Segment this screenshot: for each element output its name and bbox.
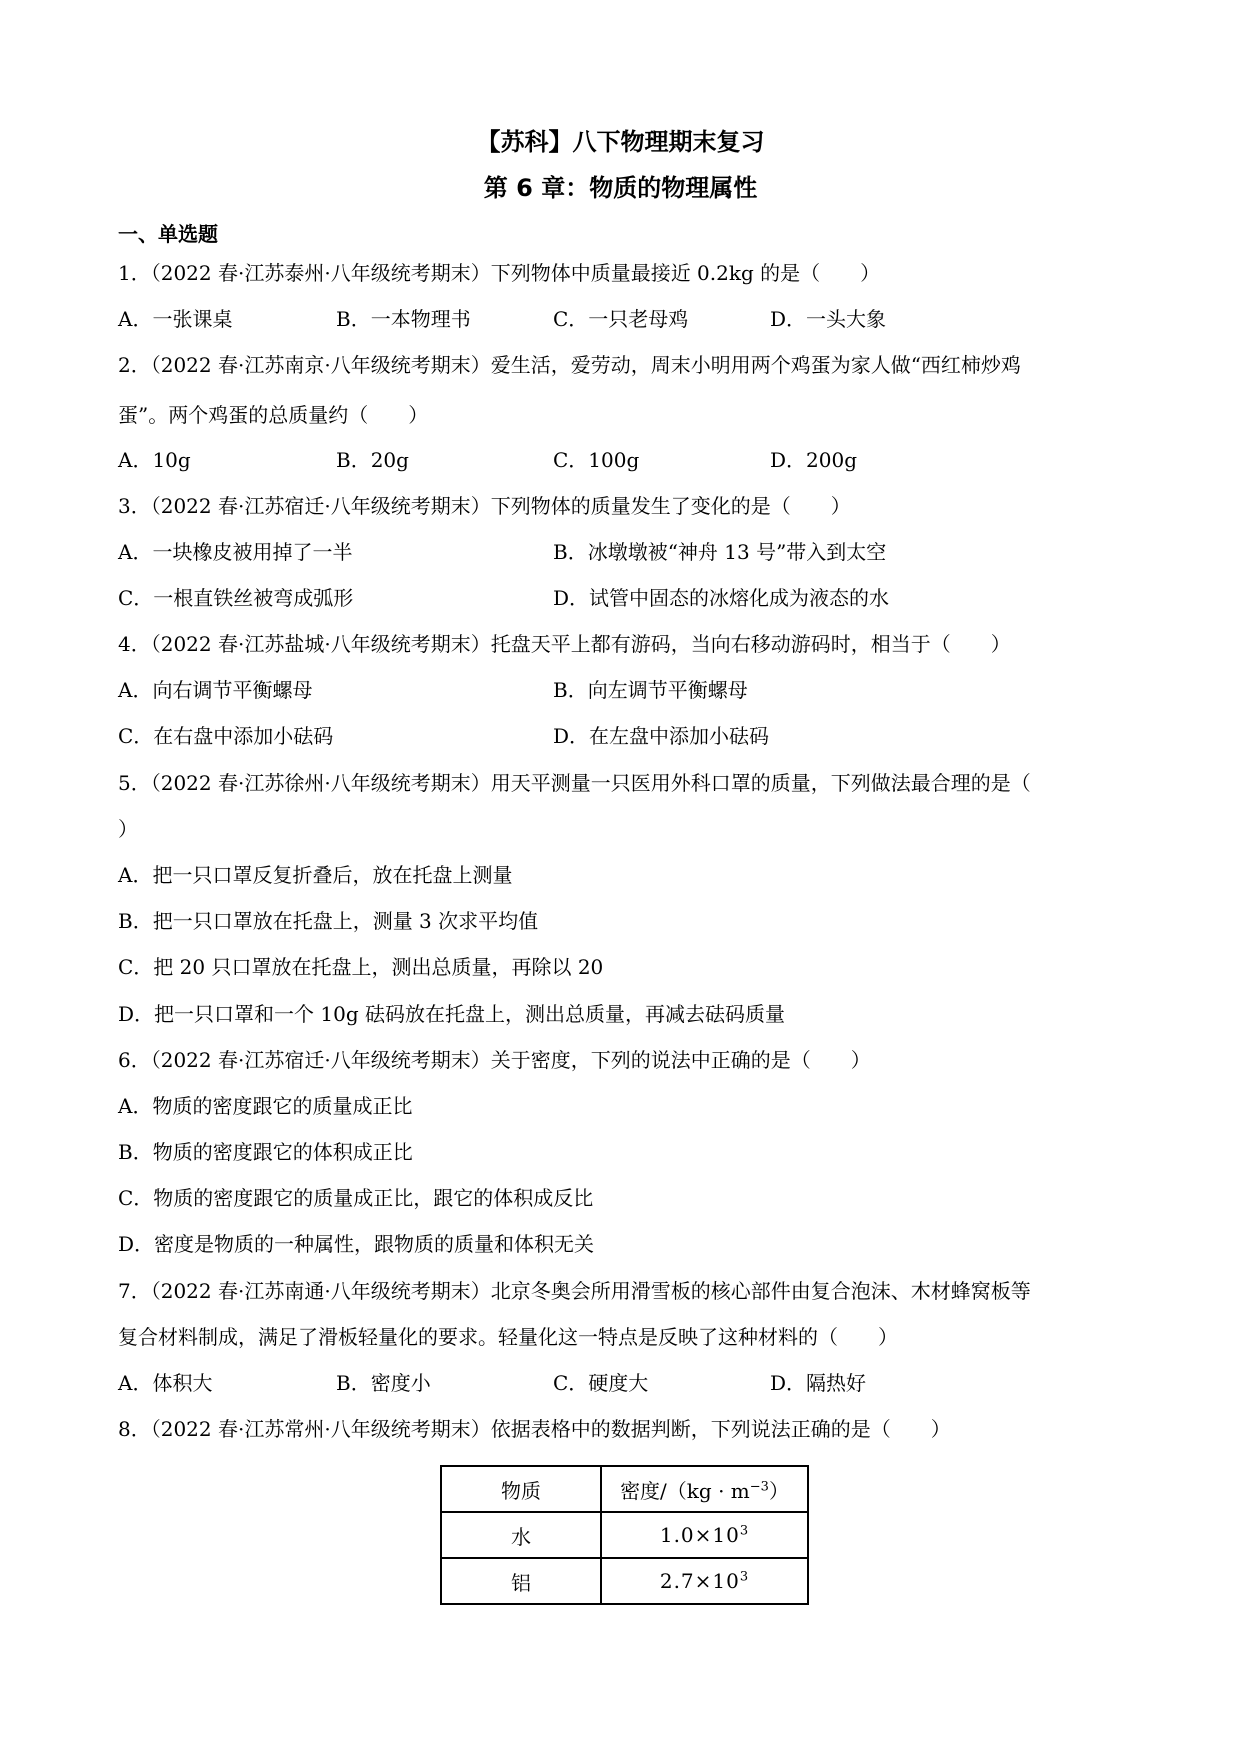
question-2-stem-cont: 蛋”。两个鸡蛋的总质量约（ ） bbox=[118, 403, 429, 427]
question-7-option-d: D．隔热好 bbox=[770, 1371, 867, 1395]
question-4-option-b: B．向左调节平衡螺母 bbox=[553, 678, 748, 702]
question-6-option-a: A．物质的密度跟它的质量成正比 bbox=[118, 1094, 413, 1118]
question-1-option-a: A．一张课桌 bbox=[118, 307, 233, 331]
question-1-stem: 1．（2022 春·江苏泰州·八年级统考期末）下列物体中质量最接近 0.2kg 的是（ ） bbox=[118, 261, 881, 285]
question-6-option-b: B．物质的密度跟它的体积成正比 bbox=[118, 1140, 413, 1164]
question-4-option-a: A．向右调节平衡螺母 bbox=[118, 678, 313, 702]
question-5-option-c: C．把 20 只口罩放在托盘上，测出总质量，再除以 20 bbox=[118, 955, 604, 979]
density-table bbox=[440, 1465, 809, 1605]
table-cell-substance: 水 bbox=[441, 1512, 601, 1558]
question-7-stem-cont: 复合材料制成，满足了滑板轻量化的要求。轻量化这一特点是反映了这种材料的（ ） bbox=[118, 1325, 898, 1349]
question-5-option-d: D．把一只口罩和一个 10g 砝码放在托盘上，测出总质量，再减去砝码质量 bbox=[118, 1002, 786, 1026]
question-1-option-b: B．一本物理书 bbox=[336, 307, 471, 331]
section-heading: 一、单选题 bbox=[118, 222, 218, 246]
question-2-option-a: A．10g bbox=[118, 448, 191, 472]
chapter-title: 第 6 章：物质的物理属性 bbox=[483, 174, 758, 202]
question-4-option-c: C．在右盘中添加小砝码 bbox=[118, 724, 334, 748]
density-exponent: 3 bbox=[739, 1523, 750, 1539]
question-1-option-d: D．一头大象 bbox=[770, 307, 887, 331]
table-header-density bbox=[601, 1466, 808, 1512]
table-row bbox=[441, 1558, 808, 1604]
density-value: 2.7×10 bbox=[659, 1569, 740, 1593]
question-7-stem: 7．（2022 春·江苏南通·八年级统考期末）北京冬奥会所用滑雪板的核心部件由复合泡沫、木材蜂窝板等 bbox=[118, 1279, 1031, 1303]
question-6-stem: 6．（2022 春·江苏宿迁·八年级统考期末）关于密度，下列的说法中正确的是（ ） bbox=[118, 1048, 871, 1072]
question-3-option-a: A．一块橡皮被用掉了一半 bbox=[118, 540, 353, 564]
question-4-stem: 4．（2022 春·江苏盐城·八年级统考期末）托盘天平上都有游码，当向右移动游码时，相当于（ ） bbox=[118, 632, 1011, 656]
question-3-option-c: C．一根直铁丝被弯成弧形 bbox=[118, 586, 354, 610]
table-cell-substance: 铝 bbox=[441, 1558, 601, 1604]
density-value: 1.0×10 bbox=[659, 1523, 740, 1547]
question-4-option-d: D．在左盘中添加小砝码 bbox=[553, 724, 770, 748]
question-8-stem: 8．（2022 春·江苏常州·八年级统考期末）依据表格中的数据判断，下列说法正确的是（ ） bbox=[118, 1417, 951, 1441]
table-row bbox=[441, 1512, 808, 1558]
density-exponent: 3 bbox=[739, 1569, 750, 1585]
question-3-option-d: D．试管中固态的冰熔化成为液态的水 bbox=[553, 586, 890, 610]
question-2-option-c: C．100g bbox=[553, 448, 640, 472]
question-3-option-b: B．冰墩墩被“神舟 13 号”带入到太空 bbox=[553, 540, 887, 564]
document-title: 【苏科】八下物理期末复习 bbox=[476, 128, 765, 156]
question-5-stem: 5．（2022 春·江苏徐州·八年级统考期末）用天平测量一只医用外科口罩的质量，下列做法最合理的是（ bbox=[118, 771, 1031, 795]
question-3-stem: 3．（2022 春·江苏宿迁·八年级统考期末）下列物体的质量发生了变化的是（ ） bbox=[118, 494, 851, 518]
question-2-stem: 2．（2022 春·江苏南京·八年级统考期末）爱生活，爱劳动，周末小明用两个鸡蛋为家人做“西红柿炒鸡 bbox=[118, 353, 1021, 377]
question-5-stem-cont: ） bbox=[118, 817, 138, 841]
question-2-option-b: B．20g bbox=[336, 448, 409, 472]
table-cell-density bbox=[601, 1558, 808, 1604]
question-7-option-a: A．体积大 bbox=[118, 1371, 213, 1395]
table-cell-density bbox=[601, 1512, 808, 1558]
question-5-option-a: A．把一只口罩反复折叠后，放在托盘上测量 bbox=[118, 863, 513, 887]
question-7-option-c: C．硬度大 bbox=[553, 1371, 649, 1395]
density-unit-close: ） bbox=[768, 1478, 789, 1503]
question-6-option-d: D．密度是物质的一种属性，跟物质的质量和体积无关 bbox=[118, 1232, 595, 1256]
question-5-option-b: B．把一只口罩放在托盘上，测量 3 次求平均值 bbox=[118, 909, 539, 933]
density-unit-exponent: −3 bbox=[749, 1478, 769, 1494]
table-header-row bbox=[441, 1466, 808, 1512]
density-unit-text: 密度/（kg · m bbox=[620, 1478, 750, 1503]
table-header-substance: 物质 bbox=[441, 1466, 601, 1512]
question-6-option-c: C．物质的密度跟它的质量成正比，跟它的体积成反比 bbox=[118, 1186, 594, 1210]
question-2-option-d: D．200g bbox=[770, 448, 858, 472]
question-7-option-b: B．密度小 bbox=[336, 1371, 431, 1395]
question-1-option-c: C．一只老母鸡 bbox=[553, 307, 689, 331]
